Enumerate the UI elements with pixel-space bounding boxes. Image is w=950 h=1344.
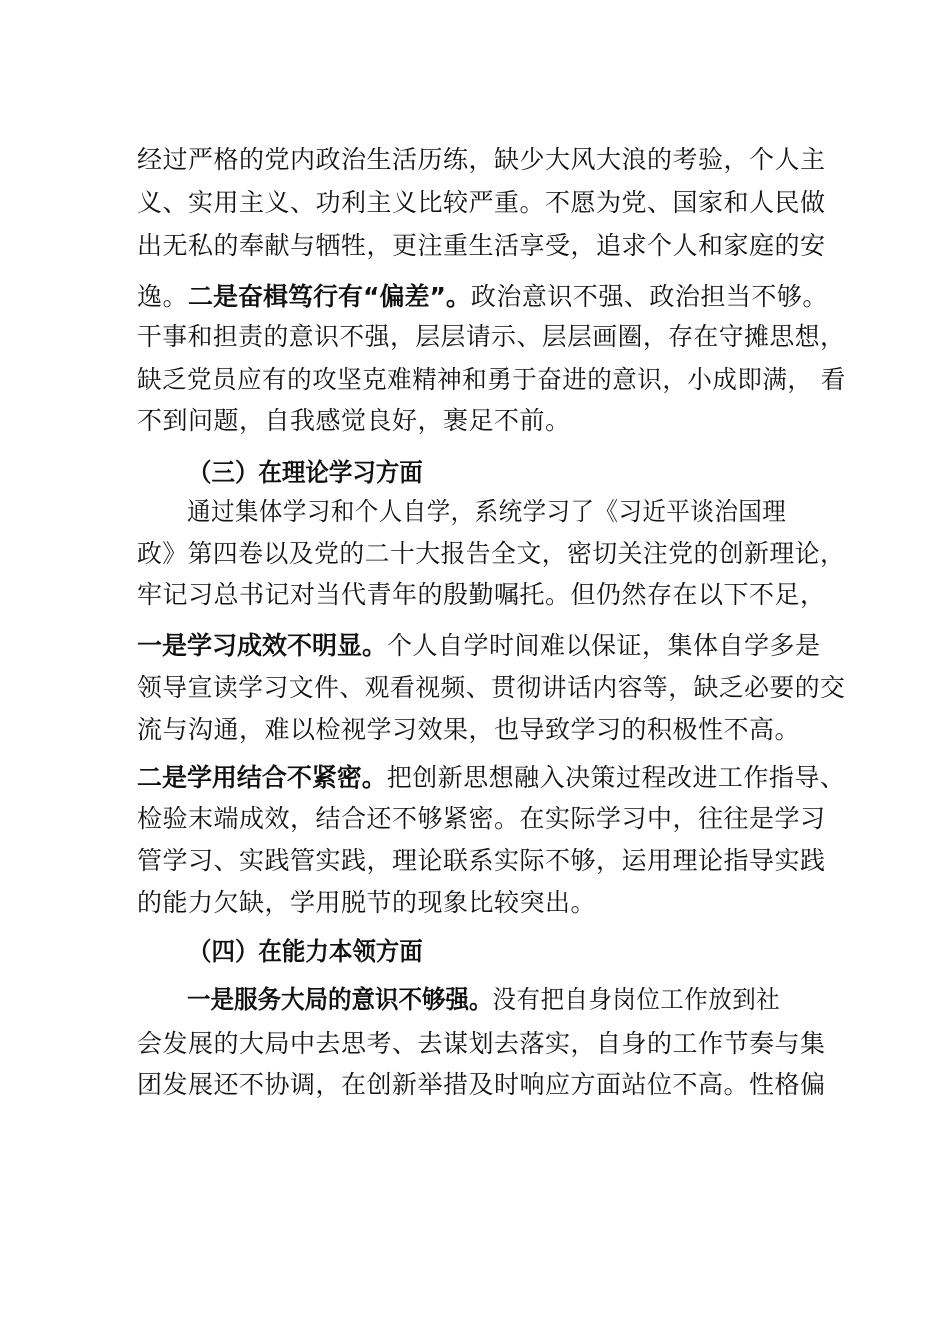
text-line [137, 403, 837, 439]
text-line [187, 982, 845, 1018]
text-line [137, 362, 846, 398]
text-line [137, 228, 837, 264]
bold-phrase: 一是服务大局的意识不够强。 [187, 985, 493, 1014]
section-heading-ability [188, 934, 845, 970]
text-run: 会发展的大局中去思考、去谋划去落实，自身的工作节奏与集 [137, 1029, 826, 1058]
text-line [137, 185, 837, 221]
bold-phrase: 一是学习成效不明显。 [137, 631, 388, 660]
text-run: 没有把自身岗位工作放到社 [492, 985, 781, 1014]
text-line [137, 801, 837, 837]
text-run: 政治意识不强、政治担当不够。 [470, 282, 828, 311]
text-run: 义、实用主义、功利主义比较严重。不愿为党、国家和人民做 [137, 188, 826, 217]
text-run: 缺乏党员应有的攻坚克难精神和勇于奋进的意识，小成即满， 看 [137, 365, 846, 394]
text-run: 逸。 [137, 282, 189, 311]
text-run: 检验末端成效，结合还不够紧密。在实际学习中，往往是学习 [137, 804, 826, 833]
text-line [137, 536, 846, 572]
text-run: 个人自学时间难以保证，集体自学多是 [387, 631, 821, 660]
text-run: 把创新思想融入决策过程改进工作指导、 [386, 763, 846, 792]
text-run: 经过严格的党内政治生活历练，缺少大风大浪的考验，个人主 [137, 145, 826, 174]
text-line [187, 494, 845, 530]
section-heading-theory-study [188, 455, 845, 491]
text-run: 出无私的奉献与牺牲，更注重生活享受，追求个人和家庭的安 [137, 231, 826, 260]
text-line [137, 142, 837, 178]
text-run: 干事和担责的意识不强，层层请示、层层画圈，存在守摊思想， [137, 322, 846, 351]
text-line [137, 843, 837, 879]
text-run: 通过集体学习和个人自学，系统学习了《习近平谈治国理 [187, 497, 787, 526]
text-run: 流与沟通，难以检视学习效果，也导致学习的积极性不高。 [137, 715, 801, 744]
text-line [137, 885, 837, 921]
text-line [137, 319, 846, 355]
text-line [137, 577, 837, 613]
text-run: 的能力欠缺，学用脱节的现象比较突出。 [137, 888, 597, 917]
text-line [137, 279, 837, 315]
bold-phrase: 二是学用结合不紧密。 [137, 763, 387, 792]
text-run: 牢记习总书记对当代青年的殷勤嘱托。但仍然存在以下不足， [137, 580, 826, 609]
heading-text: （三）在理论学习方面 [188, 458, 423, 487]
text-run: 管学习、实践管实践，理论联系实际不够，运用理论指导实践 [137, 846, 826, 875]
bold-phrase: 二是奋楫笃行有“偏差”。 [188, 282, 471, 311]
text-run: 政》第四卷以及党的二十大报告全文，密切关注党的创新理论， [137, 539, 846, 568]
text-line [137, 628, 837, 664]
text-line [137, 760, 846, 796]
text-line [137, 712, 837, 748]
text-run: 不到问题，自我感觉良好，裹足不前。 [137, 406, 571, 435]
text-line [137, 1067, 837, 1103]
heading-text: （四）在能力本领方面 [188, 937, 423, 966]
text-run: 团发展还不协调，在创新举措及时响应方面站位不高。性格偏 [137, 1070, 826, 1099]
text-line [137, 670, 846, 706]
text-line [137, 1026, 837, 1062]
text-run: 领导宣读学习文件、观看视频、贯彻讲话内容等，缺乏必要的交 [137, 673, 846, 702]
